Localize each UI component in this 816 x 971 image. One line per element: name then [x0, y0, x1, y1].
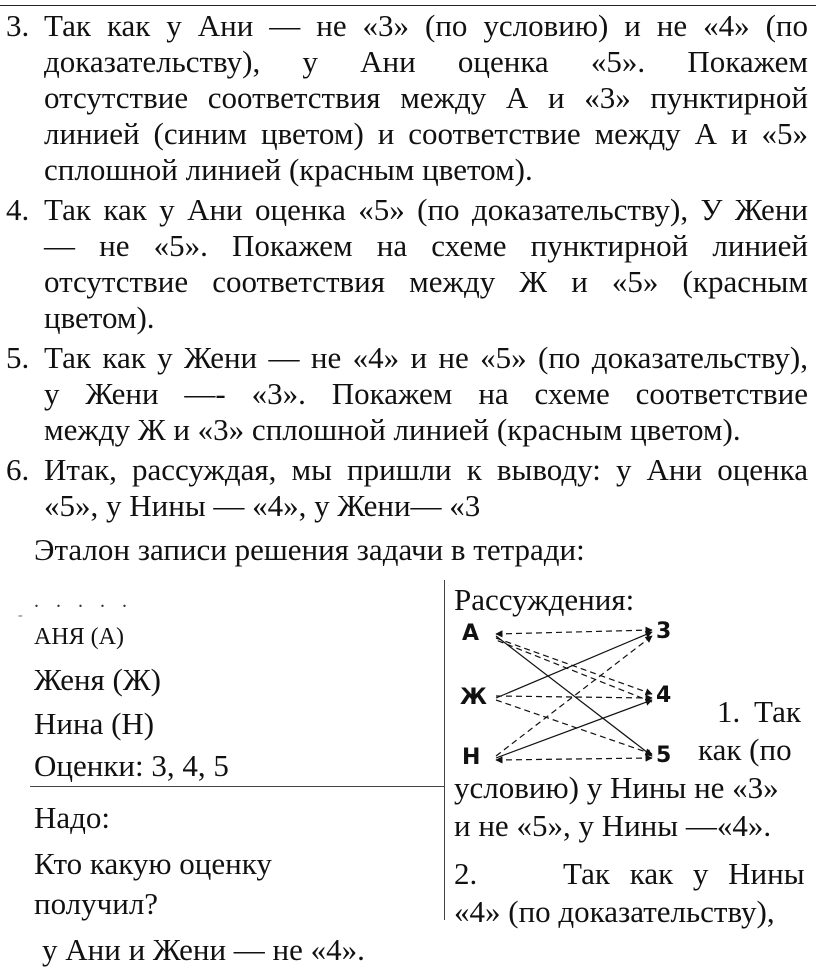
column-divider	[444, 580, 445, 920]
dashed-link	[496, 758, 652, 760]
text-line: отсутствие соответствия между А и «3» пунктирной	[44, 80, 808, 115]
text-line: «5», у Нины — «4», у Жени— «3	[44, 488, 481, 523]
text-line: у Жени —- «3». Покажем на схеме соответствие	[44, 376, 808, 411]
step1-line: условию) у Нины не «3»	[454, 770, 779, 805]
matching-scheme	[456, 616, 708, 776]
text-line: отсутствие соответствия между Ж и «5» (красным	[44, 264, 808, 299]
item-number: 4.	[6, 192, 30, 227]
item-number: 3.	[6, 8, 30, 43]
scheme-label-3: 3	[656, 619, 672, 644]
step1-line: как (по	[698, 732, 792, 767]
text-line: линией (синим цветом) и соответствие между А и «5»	[44, 116, 808, 151]
solid-link	[496, 632, 652, 698]
text-line: Так как у Жени — не «4» и не «5» (по доказательству),	[44, 340, 808, 375]
question-line: Кто какую оценку	[34, 846, 272, 881]
dashed-link	[496, 638, 652, 694]
scheme-label-a: А	[462, 621, 480, 646]
step1-word: Так	[754, 694, 801, 729]
step2-head	[454, 856, 805, 892]
text-line: сплошной линией (красным цветом).	[44, 152, 533, 187]
name-anya: АНЯ (А)	[34, 624, 124, 650]
item-6	[0, 452, 808, 524]
name-nina: Нина (Н)	[34, 706, 155, 741]
item-number: 5.	[6, 340, 30, 375]
step2-text: Так как у Нины	[563, 856, 805, 891]
item-5	[0, 340, 808, 448]
item-number: 6.	[6, 452, 30, 487]
text-line: Так как у Ани — не «3» (по условию) и не «4» (по	[44, 8, 808, 43]
step1-number: 1.	[717, 694, 741, 729]
bottom-line: у Ани и Жени — не «4».	[42, 932, 365, 967]
reasoning-heading: Рассуждения:	[454, 582, 635, 617]
step1-head	[717, 694, 801, 730]
top-rule	[0, 5, 816, 6]
etalon-heading: Эталон записи решения задачи в тетради:	[34, 532, 585, 567]
text-line: между Ж и «3» сплошной линией (красным цветом).	[44, 412, 741, 447]
row-divider	[30, 786, 444, 787]
item-4	[0, 192, 808, 336]
step1-line: и не «5», у Нины —«4».	[454, 808, 772, 843]
scheme-label-n: Н	[462, 745, 481, 770]
scheme-label-zh: Ж	[460, 685, 487, 710]
item-3	[0, 8, 808, 188]
grades-line: Оценки: 3, 4, 5	[34, 748, 229, 783]
question-line: получил?	[34, 886, 159, 921]
text-line: Так как у Ани оценка «5» (по доказательству), У Жени	[44, 192, 808, 227]
dashed-link	[496, 640, 652, 702]
name-zhenya: Женя (Ж)	[34, 662, 161, 697]
scheme-label-5: 5	[656, 743, 672, 768]
dash-mark: -	[18, 608, 23, 623]
text-line: цветом).	[44, 300, 155, 335]
scheme-label-4: 4	[656, 683, 672, 708]
need-label: Надо:	[34, 800, 111, 835]
text-line: — не «5». Покажем на схеме пунктирной линией	[44, 228, 808, 263]
step2-line: «4» (по доказательству),	[454, 894, 775, 929]
step2-number: 2.	[454, 856, 478, 891]
text-line: Итак, рассуждая, мы пришли к выводу: у Ани оценка	[44, 452, 808, 487]
dashed-link	[496, 630, 652, 634]
text-line: доказательству), у Ани оценка «5». Покажем	[44, 44, 808, 79]
dots-mark: . . . . .	[34, 590, 133, 612]
